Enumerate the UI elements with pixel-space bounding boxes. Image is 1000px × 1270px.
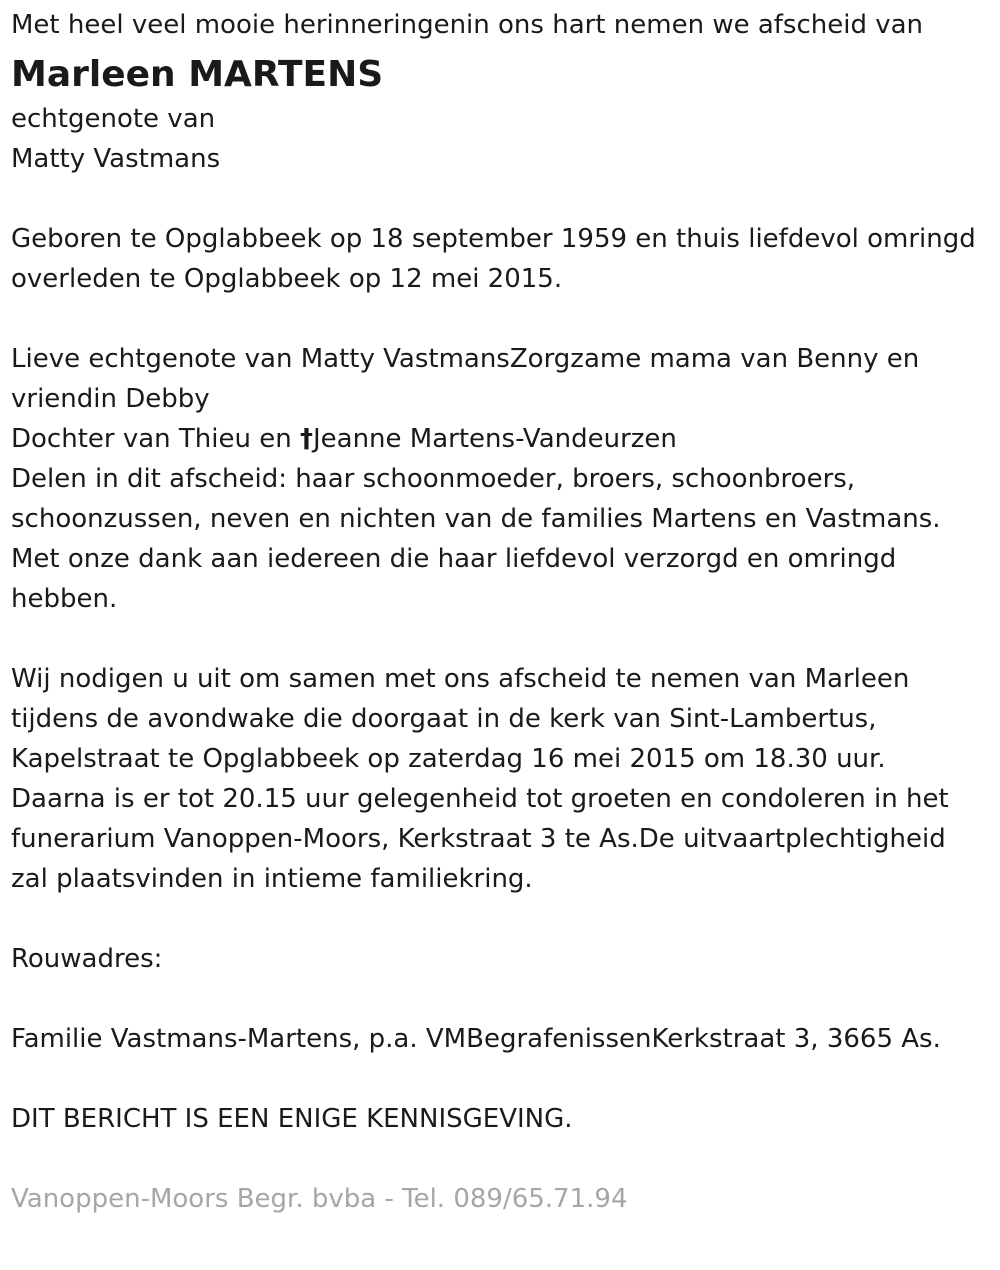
spacer <box>11 1139 996 1179</box>
spacer <box>11 1059 996 1099</box>
family-line: hebben. <box>11 584 118 614</box>
daughter-line <box>11 419 996 459</box>
spacer <box>11 179 996 219</box>
spacer <box>11 619 996 659</box>
spacer <box>11 979 996 1019</box>
invitation-line: Wij nodigen u uit om samen met ons afscheid te nemen van Marleen <box>11 664 910 694</box>
birth-text: Geboren te Opglabbeek op 18 september 1959 en thuis liefdevol omringd <box>11 224 976 254</box>
family-line: Lieve echtgenote van Matty VastmansZorgzame mama van Benny en <box>11 344 920 374</box>
address-label: Rouwadres: <box>11 944 163 974</box>
family-line: Delen in dit afscheid: haar schoonmoeder, broers, schoonbroers, <box>11 464 856 494</box>
address: Familie Vastmans-Martens, p.a. VMBegrafenissenKerkstraat 3, 3665 As. <box>11 1024 941 1054</box>
family-line: schoonzussen, neven en nichten van de families Martens en Vastmans. <box>11 504 941 534</box>
deceased-name: Marleen MARTENS <box>11 54 384 95</box>
spacer <box>11 899 996 939</box>
spouse-name: Matty Vastmans <box>11 144 221 174</box>
invitation-line: tijdens de avondwake die doorgaat in de kerk van Sint-Lambertus, <box>11 704 877 734</box>
invitation-line: Daarna is er tot 20.15 uur gelegenheid tot groeten en condoleren in het <box>11 784 949 814</box>
death-text: overleden te Opglabbeek op 12 mei 2015. <box>11 264 563 294</box>
notice: DIT BERICHT IS EEN ENIGE KENNISGEVING. <box>11 1104 573 1134</box>
spacer <box>11 299 996 339</box>
invitation-line: zal plaatsvinden in intieme familiekring. <box>11 864 533 894</box>
family-line: vriendin Debby <box>11 384 210 414</box>
daughter-prefix: Dochter van Thieu en <box>11 424 300 454</box>
footer-contact: Vanoppen-Moors Begr. bvba - Tel. 089/65.71.94 <box>11 1184 628 1214</box>
mother-name: Jeanne Martens-Vandeurzen <box>312 424 677 454</box>
family-line: Met onze dank aan iedereen die haar liefdevol verzorgd en omringd <box>11 544 897 574</box>
invitation-line: funerarium Vanoppen-Moors, Kerkstraat 3 te As.De uitvaartplechtigheid <box>11 824 946 854</box>
death-notice <box>11 0 996 1219</box>
invitation-line: Kapelstraat te Opglabbeek op zaterdag 16 mei 2015 om 18.30 uur. <box>11 744 886 774</box>
spouse-label: echtgenote van <box>11 104 216 134</box>
intro-text: Met heel veel mooie herinneringenin ons hart nemen we afscheid van <box>11 10 924 40</box>
cross-icon: † <box>299 424 313 454</box>
